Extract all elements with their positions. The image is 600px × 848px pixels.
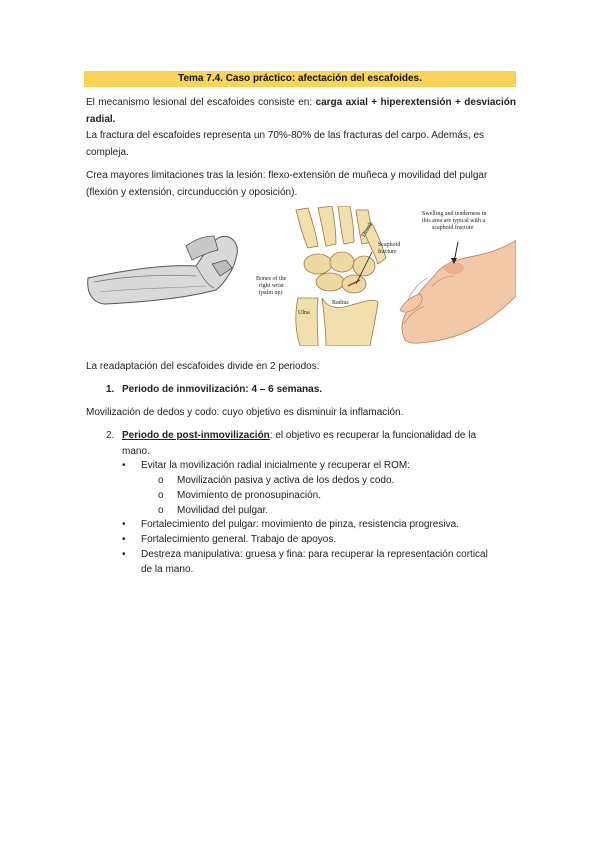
paragraph-limitations: Crea mayores limitaciones tras la lesión: flexo-extensión de muñeca y movilidad del pulgar (flexión y extensión, circunducción y oposición). [86, 170, 488, 198]
item-2-rest-line2: mano. [122, 446, 150, 457]
label-swelling-1: Swelling and tenderness in [422, 211, 487, 217]
mechanism-bold: carga axial + hiperextensión + desviación radial. [86, 97, 516, 125]
sub-bullet-symbol: o [158, 490, 164, 501]
paragraph-fracture-stats: La fractura del escafoides representa un 70%-80% de las fracturas del carpo. Además, es compleja. [86, 130, 485, 158]
label-bones-3: (palm up) [259, 290, 283, 296]
bullet-4-text-continued: de la mano. [141, 564, 194, 575]
bullet-symbol: • [122, 534, 126, 545]
label-ulna: Ulna [298, 310, 310, 316]
label-swelling-3: scaphoid fracture [432, 225, 474, 231]
bullet-1-text: Evitar la movilización radial inicialmente y recuperar el ROM: [141, 460, 410, 471]
paragraph-periods-intro: La readaptación del escafoides divide en 2 periodos: [86, 361, 320, 372]
sub-bullet-symbol: o [158, 475, 164, 486]
hand-swelling-illustration [400, 211, 516, 343]
fall-arm-illustration [88, 236, 238, 304]
mechanism-text: El mecanismo lesional del escafoides consiste en: [86, 97, 316, 108]
sub-bullet-3-text: Movilidad del pulgar. [177, 505, 269, 516]
wrist-illustration [86, 206, 516, 346]
bullet-4-text: Destreza manipulativa: gruesa y fina: para recuperar la representación cortical [141, 549, 488, 560]
label-fracture: fracture [378, 249, 397, 255]
label-radius: Radius [332, 300, 349, 306]
bullet-3-text: Fortalecimiento general. Trabajo de apoyos. [141, 534, 337, 545]
bullet-2-text: Fortalecimiento del pulgar: movimiento de pinza, resistencia progresiva. [141, 519, 459, 530]
bullet-symbol: • [122, 549, 126, 560]
item-2-number: 2. [106, 430, 115, 441]
label-thumb: Thumb [360, 220, 375, 239]
wrist-bones-illustration [256, 206, 400, 346]
item-1-number: 1. [106, 384, 115, 395]
label-bones-1: Bones of the [256, 276, 287, 282]
paragraph-mobilization: Movilización de dedos y codo: cuyo objetivo es disminuir la inflamación. [86, 407, 404, 418]
bullet-symbol: • [122, 519, 126, 530]
numbered-item-1-text [122, 382, 322, 398]
item-2-bold: Periodo de post-inmovilización [122, 430, 270, 441]
sub-bullet-symbol: o [158, 505, 164, 516]
label-bones-2: right wrist [259, 283, 284, 289]
item-2-rest-line1: : el objetivo es recuperar la funcionalidad de la [269, 430, 477, 441]
numbered-item-1 [106, 382, 114, 398]
sub-bullet-1-text: Movilización pasiva y activa de los dedos y codo. [177, 475, 395, 486]
paragraph-mechanism [86, 95, 516, 128]
bullet-symbol: • [122, 460, 126, 471]
numbered-item-2-text [122, 428, 512, 460]
label-scaphoid: Scaphoid [378, 242, 401, 248]
label-swelling-2: this area are typical with a [422, 218, 486, 224]
item-1-bold: Periodo de inmovilización: 4 – 6 semanas. [122, 384, 323, 395]
sub-bullet-2-text: Movimiento de pronosupinación. [177, 490, 321, 501]
section-title: Tema 7.4. Caso práctico: afectación del escafoides. [84, 71, 516, 87]
numbered-item-2 [106, 428, 114, 444]
